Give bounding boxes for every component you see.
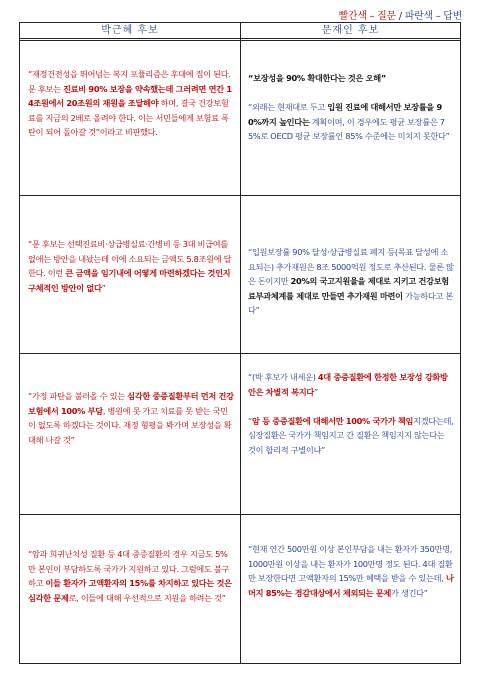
legend-blue-answer: 파란색 – 답변 [404,11,462,22]
text-segment: 4대 중증질환에 한정한 보장성 강화방안은 차별적 복지다 [248,372,448,397]
row-3-park-question [28,389,234,447]
text-segment: 가 생긴다” [391,587,428,598]
legend-separator: / [395,11,405,22]
text-segment: 로, 이들에 대해 우선적으로 지원을 하려는 것” [68,592,226,603]
row-3-moon-answer [248,370,454,457]
text-segment: 20%의 국고지원율을 제대로 지키고 건강보험료부과체계를 제대로 만들면 추가재원 마련이 [248,276,449,301]
legend-red-question: 빨간색 – 질문 [338,11,396,22]
text-segment: “외래는 현재대로 두고 [248,102,328,112]
text-segment: “문 후보는 선택진료비·상급병실료·간병비 등 3대 비급여를 없애는 방안을 내놨는데 이에 소요되는 금액도 5.8조원에 달한다. 이런 [28,239,232,278]
text-segment: “(박 후보가 내세운) [248,372,318,382]
row-1-park-question [28,67,234,140]
text-segment: 하며, 결국 건강보험료를 지금의 2배로 올려야 한다. 이는 서민들에게 보험료 폭탄이 되어 돌아갈 것”이라고 비판했다. [28,98,229,137]
row-1-moon-answer [248,71,454,144]
column-divider [240,23,241,663]
text-segment: 심각한 중증질환부터 먼저 건강보험에서 100% 부담 [28,391,234,416]
row-2-moon-answer [248,245,454,318]
text-segment: “보장성을 90% 확대한다는 것은 오해” [248,73,386,83]
text-segment: 나머지 85%는 경감대상에서 제외되는 문제 [248,573,454,598]
text-segment: “가정 파탄을 불러올 수 있는 [28,391,128,401]
row-2-park-question [28,237,234,295]
text-segment: “현재 연간 500만원 이상 본인부담을 내는 환자가 350만명, 1000만원 이상을 내는 환자가 100만명 정도 된다. 4대 질환만 보장한다면 고액환자의 15%만 혜택을 받을 수 있는데, [248,544,453,583]
text-segment: 진료비 90% 보장을 약속했는데 그러려면 연간 14조원에서 20조원의 재원을 조달해야 [28,83,232,108]
comparison-table [19,22,461,664]
text-segment: “ [248,415,252,426]
text-segment: 계획이며, 이 경우에도 평균 보장률은 75%로 OECD 평균 보장률인 85% 수준에는 미치지 못한다” [248,116,450,141]
text-segment: , 병원에 못 가고 치료를 못 받는 국민이 없도록 하겠다는 것이다. 재정 형평을 봐가며 보장성을 확대해 나갈 것” [28,405,232,445]
row-4-park-question [28,547,234,605]
row-4-moon-answer [248,542,454,600]
text-segment: “재정건전성을 뛰어넘는 복지 포퓰리즘은 후대에 짐이 된다. 문 후보는 [28,69,231,94]
row-divider [20,195,460,196]
text-segment: 입원 진료에 대해서만 보장률을 90%까지 높인다는 [248,102,442,127]
text-segment: 암 등 중증질환에 대해서만 100% 국가가 책임 [251,415,414,426]
header-park: 박근혜 후보 [101,25,159,36]
text-segment: 이들 환자가 고액환자의 15%를 차지하고 있다는 것은 심각한 문제 [28,578,232,603]
row-divider [20,353,460,354]
text-segment: 지겠다는데, 심장질환은 국가가 책임지고 간 질환은 책임지지 않는다는 것이 합리적 구별이냐” [248,415,454,455]
text-segment: ” [101,282,106,293]
row-divider [20,514,460,515]
text-segment: 큰 금액을 임기내에 어떻게 마련하겠다는 것인지 구체적인 방안이 없다 [28,268,231,293]
header-moon: 문재인 후보 [321,25,380,36]
color-legend [339,7,462,22]
text-segment: 가능하다고 본다” [248,290,454,315]
text-segment: ” [313,386,318,397]
text-segment: “암과 희귀난치성 질환 등 4대 중증질환의 경우 지금도 5%만 본인이 부담하도록 국가가 지원하고 있다. 그럼에도 불구하고 [28,549,230,588]
text-segment: “입원보장률 90% 달성·상급병실료 폐지 등(목표 달성에 소요되는) 추가재원은 8조 5000억원 정도로 추산된다. 물론 많은 돈이지만 [248,247,454,286]
